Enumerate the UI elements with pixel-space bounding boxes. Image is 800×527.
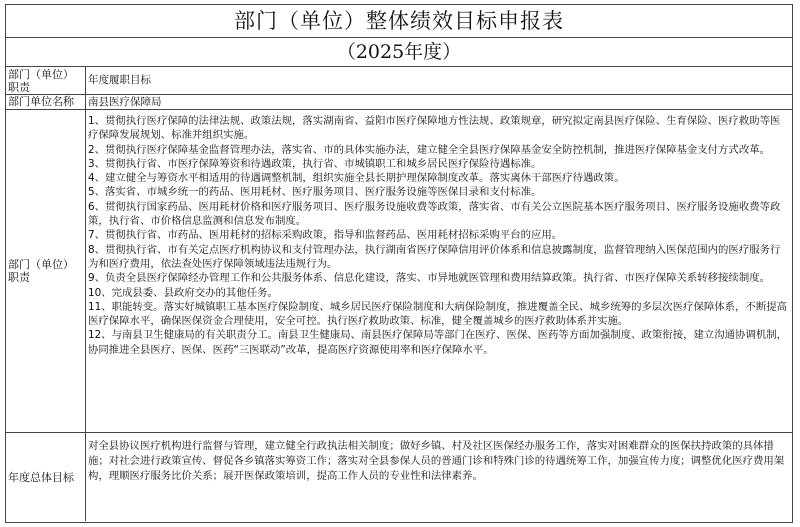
- unit-name-row: [6, 95, 792, 110]
- duty-item: 9、负责全县医疗保障经办管理工作和公共服务体系、信息化建设，落实、市异地就医管理和费用结算政策。执行省、市医疗保障关系转移接续制度。: [88, 272, 770, 285]
- duties-row: [6, 110, 792, 433]
- annual-goal-value: 对全县协议医疗机构进行监督与管理，建立健全行政执法相关制度；做好乡镇、村及社区医保经办服务工作，落实对困难群众的医保扶持政策的具体措施；对社会进行政策宣传、督促各乡镇落实筹资工作；落实对全县参保人员的普通门诊和特殊门诊的待遇统筹工作，加强宣传力度；调整优化医疗费用架构，理顺医疗服务比价关系；展开医保政策培训，提高工作人员的专业性和法律素养。: [88, 440, 785, 482]
- duty-item: 10、完成县委、县政府交办的其他任务。: [88, 286, 278, 299]
- duty-item: 2、贯彻执行医疗保障基金监督管理办法，落实省、市的具体实施办法，建立健全全县医疗保障基金安全防控机制，推进医疗保障基金支付方式改革。: [88, 143, 770, 156]
- duty-item: 6、贯彻执行国家药品、医用耗材价格和医疗服务项目、医疗服务设施收费等政策，落实省、市有关公立医院基本医疗服务项目、医疗服务设施收费等政策，执行省、市价格信息监测和信息发布制度。: [88, 200, 781, 228]
- form-year: （2025年度）: [6, 38, 792, 67]
- duty-item: 5、落实省、市城乡统一的药品、医用耗材、医疗服务项目、医疗服务设施等医保目录和支付标准。: [88, 186, 542, 199]
- performance-goal-form: [5, 4, 793, 523]
- responsibility-value: 年度履职目标: [88, 74, 151, 86]
- unit-name-label: 部门单位名称: [6, 95, 86, 109]
- duty-item: 11、职能转变。落实好城镇职工基本医疗保险制度、城乡居民医疗保险制度和大病保险制度，推进覆盖全民、城乡统筹的多层次医疗保障体系，不断提高医疗保障水平，确保医保资金合理使用，安全可控。执行医疗救助政策、标准，健全覆盖城乡的医疗救助体系并实施。: [88, 300, 787, 328]
- duties-label: 部门（单位）职责: [6, 110, 86, 432]
- duty-item: 3、贯彻执行省、市医疗保障筹资和待遇政策，执行省、市城镇职工和城乡居民医疗保险待遇标准。: [88, 157, 542, 170]
- duties-list: [86, 110, 792, 432]
- annual-goal-row: [6, 433, 792, 521]
- responsibility-row: [6, 67, 792, 95]
- annual-goal-label: 年度总体目标: [6, 433, 86, 521]
- duty-item: 7、贯彻执行省、市药品、医用耗材的招标采购政策，指导和监督药品、医用耗材招标采购平台的应用。: [88, 229, 563, 242]
- duty-item: 1、贯彻执行医疗保障的法律法规、政策法规，落实湖南省、益阳市医疗保障地方性法规、政策规章，研究拟定南县医疗保险、生育保险、医疗救助等医疗保障发展规划、标准并组织实施。: [88, 115, 781, 142]
- duty-item: 12、与南县卫生健康局的有关职责分工。南县卫生健康局、南县医疗保障局等部门在医疗、医保、医药等方面加强制度、政策衔接，建立沟通协调机制，协同推进全县医疗、医保、医药“三医联动”改革，提高医疗资源使用率和医疗保障水平。: [88, 329, 787, 356]
- duty-item: 4、建立健全与筹资水平相适用的待遇调整机制，组织实施全县长期护理保障制度改革。落实离休干部医疗待遇政策。: [88, 172, 625, 185]
- unit-name-value: 南县医疗保障局: [88, 96, 162, 108]
- form-title: 部门（单位）整体绩效目标申报表: [6, 5, 792, 38]
- duty-item: 8、贯彻执行省、市有关定点医疗机构协议和支付管理办法，执行湖南省医疗保障信用评价体系和信息披露制度，监督管理纳入医保范围内的医疗服务行为和医疗费用，依法查处医疗保障领域违法违规行为。: [88, 243, 781, 270]
- responsibility-label: 部门（单位）职责: [6, 67, 86, 94]
